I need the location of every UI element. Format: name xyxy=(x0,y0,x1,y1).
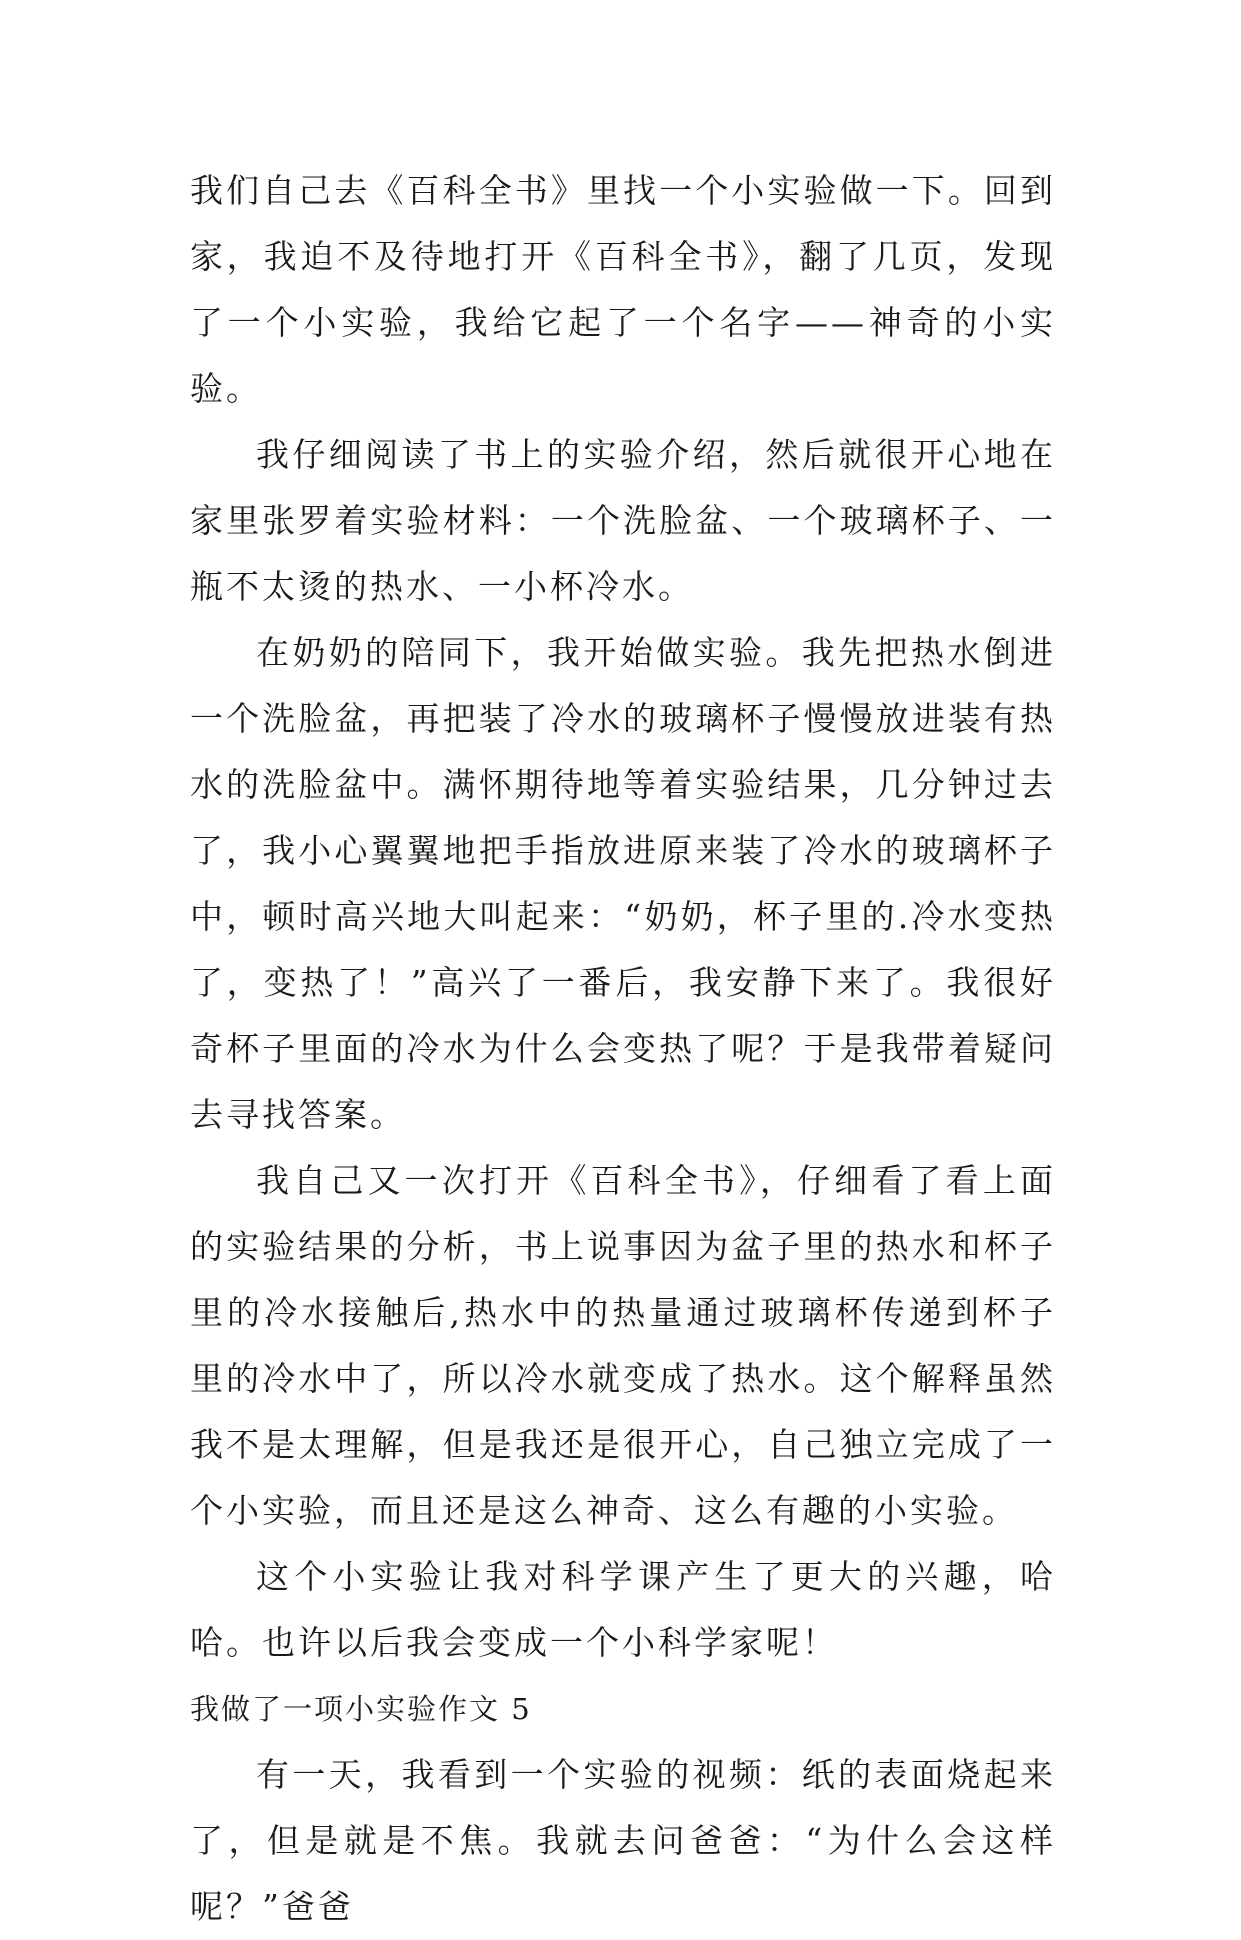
paragraph-4: 我自己又一次打开《百科全书》，仔细看了看上面的实验结果的分析，书上说事因为盆子里的热水和杯子里的冷水接触后,热水中的热量通过玻璃杯传递到杯子里的冷水中了，所以冷水就变成了热水。这个解释虽然我不是太理解，但是我还是很开心，自己独立完成了一个小实验，而且还是这么神奇、这么有趣的小实验。 xyxy=(190,1161,1056,1530)
paragraph-1: 我们自己去《百科全书》里找一个小实验做一下。回到家，我迫不及待地打开《百科全书》，翻了几页，发现了一个小实验，我给它起了一个名字——神奇的小实验。 xyxy=(190,171,1056,408)
paragraph-5: 这个小实验让我对科学课产生了更大的兴趣，哈哈。也许以后我会变成一个小科学家呢！ xyxy=(190,1557,1056,1662)
section-heading: 我做了一项小实验作文 5 xyxy=(190,1692,532,1726)
paragraph-3: 在奶奶的陪同下，我开始做实验。我先把热水倒进一个洗脸盆，再把装了冷水的玻璃杯子慢慢放进装有热水的洗脸盆中。满怀期待地等着实验结果，几分钟过去了，我小心翼翼地把手指放进原来装了冷水的玻璃杯子中，顿时高兴地大叫起来：“奶奶，杯子里的.冷水变热了，变热了！”高兴了一番后，我安静下来了。我很好奇杯子里面的冷水为什么会变热了呢？于是我带着疑问去寻找答案。 xyxy=(190,633,1056,1134)
paragraph-2: 我仔细阅读了书上的实验介绍，然后就很开心地在家里张罗着实验材料：一个洗脸盆、一个玻璃杯子、一瓶不太烫的热水、一小杯冷水。 xyxy=(190,435,1056,606)
document-body xyxy=(190,158,1056,1940)
paragraph-6: 有一天，我看到一个实验的视频：纸的表面烧起来了，但是就是不焦。我就去问爸爸：“为什么会这样呢？”爸爸 xyxy=(190,1755,1056,1926)
